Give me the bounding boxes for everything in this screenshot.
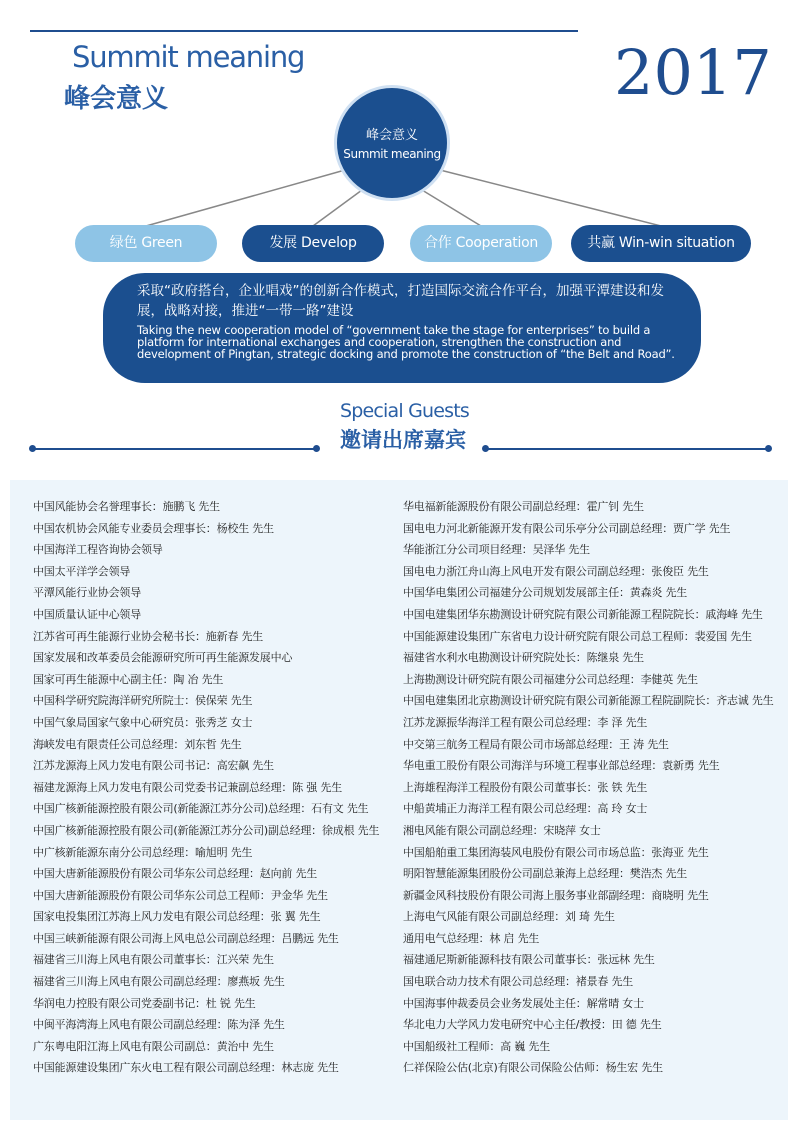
divider-dot (765, 445, 772, 452)
guests-divider-left (33, 448, 315, 450)
guest-list-item: 福建省水利水电勘测设计研究院处长：陈继泉 先生 (403, 651, 644, 665)
guests-title-en: Special Guests (340, 400, 469, 422)
guest-list-item: 明阳智慧能源集团股份公司副总兼海上总经理：樊浩杰 先生 (403, 867, 688, 881)
guest-list-item: 华电福新能源股份有限公司副总经理：霍广钊 先生 (403, 500, 644, 513)
guest-list-item: 江苏龙源海上风力发电有限公司书记：高宏飙 先生 (33, 759, 274, 773)
guest-list-item: 中国质量认证中心领导 (33, 607, 141, 621)
guest-list-item: 中广核新能源东南分公司总经理：喻旭明 先生 (33, 845, 253, 859)
guest-list-item: 华北电力大学风力发电研究中心主任/教授：田 德 先生 (403, 1018, 662, 1032)
divider-dot (482, 445, 489, 452)
connector-line (146, 170, 345, 226)
section-title-zh: 峰会意义 (64, 84, 169, 114)
guest-list-item: 中国广核新能源控股有限公司(新能源江苏分公司)总经理：石有文 先生 (33, 802, 369, 816)
guest-list-item: 国电联合动力技术有限公司总经理：褚景春 先生 (403, 975, 634, 989)
guest-list-left (33, 496, 398, 1079)
guest-list-item: 国家发展和改革委员会能源研究所可再生能源发展中心 (33, 651, 293, 665)
divider-dot (29, 445, 36, 452)
pillar-develop: 发展 Develop (242, 225, 384, 262)
guest-list-item: 海峡发电有限责任公司总经理：刘东哲 先生 (33, 737, 242, 751)
guests-title-zh: 邀请出席嘉宾 (340, 428, 466, 452)
guest-list-item: 中国科学研究院海洋研究所院士：侯保荣 先生 (33, 694, 253, 708)
guest-list-item: 中国气象局国家气象中心研究员：张秀芝 女士 (33, 715, 253, 729)
pillar-win-win: 共赢 Win-win situation (571, 225, 751, 262)
guest-list-item: 上海雄程海洋工程股份有限公司董事长：张 铁 先生 (403, 780, 648, 794)
guest-list-item: 中国农机协会风能专业委员会理事长：杨校生 先生 (33, 521, 274, 535)
connector-line (440, 170, 661, 226)
guests-divider-right (485, 448, 767, 450)
guest-list-item: 江苏省可再生能源行业协会秘书长：施新春 先生 (33, 629, 264, 643)
guest-list-item: 华能浙江分公司项目经理：吴泽华 先生 (403, 543, 590, 557)
guest-list-item: 中国能源建设集团广东火电工程有限公司副总经理：林志庞 先生 (33, 1061, 339, 1075)
guest-list-item: 中闽平海湾海上风电有限公司副总经理：陈为泽 先生 (33, 1018, 285, 1032)
guest-list-item: 中国海洋工程咨询协会领导 (33, 543, 163, 557)
guest-list-item: 福建省三川海上风电有限公司副总经理：廖燕坂 先生 (33, 975, 285, 989)
guest-list-item: 江苏龙源振华海洋工程有限公司总经理：李 泽 先生 (403, 715, 648, 729)
guest-list-item: 仁祥保险公估(北京)有限公司保险公估师：杨生宏 先生 (403, 1061, 663, 1075)
guest-list-item: 通用电气总经理：林 启 先生 (403, 931, 540, 945)
guest-list-item: 中国华电集团公司福建分公司规划发展部主任：黄森炎 先生 (403, 586, 688, 600)
guest-list-item: 中国风能协会名誉理事长：施鹏飞 先生 (33, 500, 220, 513)
guest-list-item: 华润电力控股有限公司党委副书记：杜 锐 先生 (33, 996, 256, 1010)
guest-list-item: 国家可再生能源中心副主任：陶 冶 先生 (33, 672, 224, 686)
year-label: 2017 (614, 36, 772, 109)
summit-meaning-hub (334, 85, 450, 201)
guest-list-item: 福建省三川海上风电有限公司董事长：江兴荣 先生 (33, 953, 274, 967)
guest-list-item: 国电电力浙江舟山海上风电开发有限公司副总经理：张俊臣 先生 (403, 564, 709, 578)
guest-list-item: 中交第三航务工程局有限公司市场部总经理：王 涛 先生 (403, 737, 669, 751)
guest-list-item: 中国船级社工程师：高 巍 先生 (403, 1039, 550, 1053)
guest-list-item: 上海勘测设计研究院有限公司福建分公司总经理：李健英 先生 (403, 672, 698, 686)
guest-list-item: 华电重工股份有限公司海洋与环境工程事业部总经理：袁新勇 先生 (403, 759, 720, 773)
guest-list-item: 中国大唐新能源股份有限公司华东公司总工程师：尹金华 先生 (33, 888, 328, 902)
connector-line (422, 190, 481, 226)
description-en: Taking the new cooperation model of “government take the stage for enterprises” to build a platform for international exchanges and cooperation, strengthen the construction and development of Pingtan, strategic docking and promote the construction of “the Belt and Road”. (137, 323, 675, 362)
connector-line (313, 190, 362, 226)
guest-list-item: 平潭风能行业协会领导 (33, 586, 141, 600)
guest-list-item: 中国电建集团北京勘测设计研究院有限公司新能源工程院副院长：齐志诚 先生 (403, 694, 774, 708)
guest-list-item: 上海电气风能有限公司副总经理：刘 琦 先生 (403, 910, 615, 924)
description-box (103, 273, 701, 383)
guest-list-item: 中国船舶重工集团海装风电股份有限公司市场总监：张海亚 先生 (403, 845, 709, 859)
guest-list-item: 福建通尼斯新能源科技有限公司董事长：张远林 先生 (403, 953, 655, 967)
guest-list-item: 中国电建集团华东勘测设计研究院有限公司新能源工程院院长：戚海峰 先生 (403, 607, 763, 621)
pillar-green: 绿色 Green (75, 225, 217, 262)
guest-list-item: 中国广核新能源控股有限公司(新能源江苏分公司)副总经理：徐成根 先生 (33, 823, 380, 837)
hub-label-en: Summit meaning (343, 147, 441, 161)
pillar-cooperation: 合作 Cooperation (410, 225, 552, 262)
description-zh: 采取“政府搭台，企业唱戏”的创新合作模式，打造国际交流合作平台，加强平潭建设和发展，战略对接，推进“一带一路”建设 (137, 283, 664, 319)
guest-list-item: 国电电力河北新能源开发有限公司乐亭分公司副总经理：贾广学 先生 (403, 521, 731, 535)
hub-label-zh: 峰会意义 (365, 128, 418, 143)
guest-list-item: 湘电风能有限公司副总经理：宋晓萍 女士 (403, 823, 601, 837)
guest-list-item: 新疆金风科技股份有限公司海上服务事业部副经理：商晓明 先生 (403, 888, 709, 902)
guest-list-item: 中国能源建设集团广东省电力设计研究院有限公司总工程师：裴爱国 先生 (403, 629, 752, 643)
divider-dot (313, 445, 320, 452)
guest-list-item: 中船黄埔正力海洋工程有限公司总经理：高 玲 女士 (403, 802, 648, 816)
guest-list-item: 福建龙源海上风力发电有限公司党委书记兼副总经理：陈 强 先生 (33, 780, 342, 794)
guest-list-right (403, 496, 793, 1079)
section-title-en: Summit meaning (72, 40, 305, 74)
guest-list-item: 广东粤电阳江海上风电有限公司副总：黄治中 先生 (33, 1039, 274, 1053)
guest-list-item: 中国大唐新能源股份有限公司华东公司总经理：赵向前 先生 (33, 867, 318, 881)
guest-list-item: 中国太平洋学会领导 (33, 564, 131, 578)
guest-list-item: 国家电投集团江苏海上风力发电有限公司总经理：张 翼 先生 (33, 910, 321, 924)
guest-list-item: 中国三峡新能源有限公司海上风电总公司副总经理：吕鹏远 先生 (33, 931, 339, 945)
guest-list-item: 中国海事仲裁委员会业务发展处主任：解常晴 女士 (403, 996, 644, 1010)
